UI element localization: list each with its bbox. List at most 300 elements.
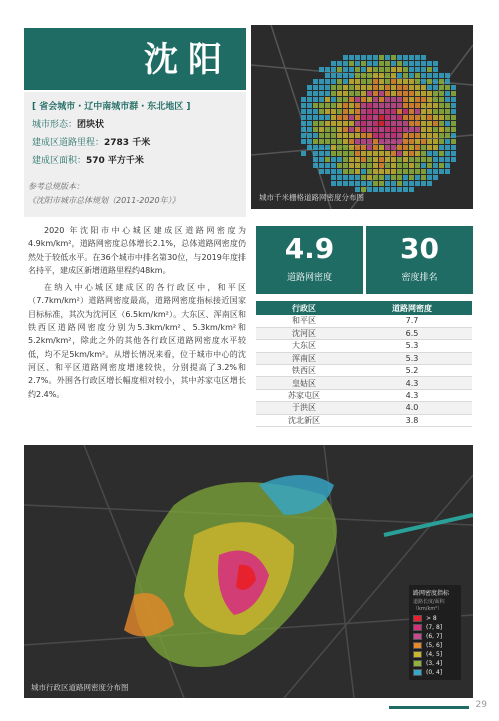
grid-cell: [367, 151, 372, 156]
grid-cell: [337, 109, 342, 114]
grid-cell: [373, 79, 378, 84]
grid-cell: [379, 181, 384, 186]
grid-cell: [427, 181, 432, 186]
grid-cell: [403, 103, 408, 108]
grid-cell: [433, 79, 438, 84]
grid-cell: [373, 145, 378, 150]
district-name: 铁西区: [256, 365, 352, 377]
grid-cell: [391, 151, 396, 156]
grid-cell: [421, 163, 426, 168]
grid-cell: [445, 73, 450, 78]
legend-item: [413, 668, 457, 677]
grid-cell: [445, 169, 450, 174]
grid-cell: [433, 73, 438, 78]
grid-cell: [373, 151, 378, 156]
grid-cell: [301, 115, 306, 120]
grid-cell: [433, 115, 438, 120]
district-density: 4.3: [352, 377, 472, 389]
grid-cell: [319, 121, 324, 126]
grid-cell: [433, 145, 438, 150]
grid-cell: [331, 163, 336, 168]
grid-cell: [385, 85, 390, 90]
grid-cell: [415, 67, 420, 72]
grid-cell: [421, 157, 426, 162]
grid-cell: [337, 79, 342, 84]
road-value: 2783 千米: [104, 138, 151, 148]
table-row: [256, 365, 472, 377]
grid-cell: [325, 103, 330, 108]
grid-cell: [403, 181, 408, 186]
grid-cell: [313, 127, 318, 132]
grid-cell: [379, 61, 384, 66]
grid-cell: [373, 139, 378, 144]
grid-cell: [379, 91, 384, 96]
form-value: 团块状: [77, 120, 105, 130]
kpi-density-label: 道路网密度: [286, 273, 332, 283]
grid-cell: [331, 103, 336, 108]
grid-cell: [301, 121, 306, 126]
grid-cell: [421, 85, 426, 90]
grid-cell: [415, 115, 420, 120]
grid-cell: [349, 139, 354, 144]
grid-cell: [349, 127, 354, 132]
grid-cell: [379, 157, 384, 162]
grid-cell: [403, 151, 408, 156]
grid-cell: [445, 151, 450, 156]
grid-cell: [319, 91, 324, 96]
grid-cell: [451, 157, 456, 162]
legend-label: (6, 7]: [426, 633, 443, 640]
grid-cell: [373, 109, 378, 114]
grid-cell: [343, 133, 348, 138]
grid-cell: [307, 91, 312, 96]
table-row: [256, 414, 472, 426]
grid-cell: [385, 133, 390, 138]
grid-cell: [391, 157, 396, 162]
grid-cell: [367, 91, 372, 96]
grid-cell: [409, 109, 414, 114]
grid-cell: [385, 127, 390, 132]
grid-cell: [361, 169, 366, 174]
grid-cell: [319, 67, 324, 72]
grid-cell: [331, 157, 336, 162]
grid-cell: [415, 175, 420, 180]
grid-cell: [433, 109, 438, 114]
grid-cell: [391, 109, 396, 114]
grid-cell: [379, 79, 384, 84]
grid-cell: [439, 97, 444, 102]
grid-cell: [403, 121, 408, 126]
grid-cell: [451, 139, 456, 144]
grid-cell: [421, 61, 426, 66]
grid-cell: [451, 97, 456, 102]
grid-cell: [325, 127, 330, 132]
grid-cell: [355, 121, 360, 126]
grid-cell: [331, 145, 336, 150]
grid-cell: [451, 133, 456, 138]
district-density: 4.0: [352, 402, 472, 414]
grid-cell: [349, 67, 354, 72]
grid-cell: [361, 67, 366, 72]
grid-cell: [367, 97, 372, 102]
grid-cell: [427, 109, 432, 114]
grid-cell: [319, 79, 324, 84]
grid-cell: [367, 79, 372, 84]
grid-cell: [445, 127, 450, 132]
grid-cell: [427, 67, 432, 72]
grid-cell: [415, 61, 420, 66]
grid-cell: [325, 139, 330, 144]
grid-cell: [385, 151, 390, 156]
grid-cell: [361, 175, 366, 180]
grid-cell: [343, 73, 348, 78]
grid-cell: [337, 133, 342, 138]
grid-cell: [325, 133, 330, 138]
grid-cell: [331, 115, 336, 120]
page-bar: [389, 706, 469, 709]
grid-cell: [403, 175, 408, 180]
table-row: [256, 327, 472, 339]
grid-cell: [355, 67, 360, 72]
grid-cell: [409, 139, 414, 144]
grid-cell: [343, 139, 348, 144]
grid-cell: [331, 97, 336, 102]
table-row: [256, 315, 472, 327]
grid-cell: [343, 157, 348, 162]
grid-cell: [427, 121, 432, 126]
grid-cell: [451, 127, 456, 132]
grid-cell: [331, 67, 336, 72]
grid-cell: [385, 139, 390, 144]
grid-cell: [403, 67, 408, 72]
grid-cell: [355, 181, 360, 186]
grid-cell: [343, 175, 348, 180]
grid-cell: [427, 145, 432, 150]
grid-cell: [361, 109, 366, 114]
grid-cell: [403, 169, 408, 174]
grid-cell: [415, 169, 420, 174]
grid-cell: [439, 169, 444, 174]
grid-cell: [337, 175, 342, 180]
grid-cell: [337, 61, 342, 66]
grid-cell: [313, 109, 318, 114]
grid-cell: [391, 79, 396, 84]
grid-cell: [397, 181, 402, 186]
title-block: [24, 28, 246, 90]
grid-cell: [397, 139, 402, 144]
grid-cell: [355, 73, 360, 78]
grid-cell: [313, 91, 318, 96]
grid-cell: [421, 121, 426, 126]
grid-cell: [349, 73, 354, 78]
grid-cell: [385, 91, 390, 96]
grid-cell: [313, 157, 318, 162]
grid-cell: [319, 103, 324, 108]
grid-cell: [379, 127, 384, 132]
grid-cell: [373, 73, 378, 78]
grid-cell: [343, 151, 348, 156]
grid-cell: [325, 145, 330, 150]
grid-cell: [379, 169, 384, 174]
district-density: 5.2: [352, 365, 472, 377]
grid-cell: [367, 133, 372, 138]
grid-cell: [403, 157, 408, 162]
grid-cell: [331, 109, 336, 114]
grid-cell: [379, 139, 384, 144]
grid-cell: [349, 163, 354, 168]
grid-cell: [391, 97, 396, 102]
grid-cell: [379, 55, 384, 60]
legend-subtitle: 道路长度/面积（km/km²）: [413, 599, 445, 612]
grid-cell: [391, 127, 396, 132]
grid-cell: [409, 181, 414, 186]
grid-cell: [337, 115, 342, 120]
grid-cell: [439, 151, 444, 156]
grid-cell: [343, 181, 348, 186]
grid-cell: [337, 181, 342, 186]
grid-cell: [349, 157, 354, 162]
grid-cell: [373, 187, 378, 192]
grid-cell: [343, 85, 348, 90]
grid-cell: [433, 67, 438, 72]
grid-cell: [421, 169, 426, 174]
district-map-caption: 城市行政区道路网密度分布图: [31, 683, 129, 692]
grid-cell: [373, 121, 378, 126]
grid-cell: [427, 91, 432, 96]
grid-cell: [373, 163, 378, 168]
grid-cell: [403, 55, 408, 60]
grid-cell: [391, 103, 396, 108]
grid-cell: [427, 61, 432, 66]
grid-cell: [427, 163, 432, 168]
kpi-rank-label: 密度排名: [401, 273, 438, 283]
grid-cell: [373, 61, 378, 66]
grid-cell: [403, 139, 408, 144]
grid-cell: [367, 187, 372, 192]
grid-cell: [451, 91, 456, 96]
grid-cell: [331, 79, 336, 84]
grid-cell: [349, 91, 354, 96]
grid-cell: [385, 55, 390, 60]
grid-cell: [391, 169, 396, 174]
grid-cell: [403, 163, 408, 168]
grid-cell: [355, 145, 360, 150]
grid-cell: [355, 115, 360, 120]
grid-cell: [379, 73, 384, 78]
grid-cell: [349, 169, 354, 174]
grid-cell: [439, 133, 444, 138]
grid-cell: [397, 157, 402, 162]
grid-cell: [403, 109, 408, 114]
grid-cell: [319, 145, 324, 150]
grid-cell: [325, 97, 330, 102]
grid-cell: [373, 181, 378, 186]
grid-cell: [397, 145, 402, 150]
legend-label: (3, 4]: [426, 660, 443, 667]
grid-cell: [427, 151, 432, 156]
grid-cell: [367, 61, 372, 66]
grid-cell: [409, 121, 414, 126]
grid-cell: [385, 115, 390, 120]
grid-cell: [397, 151, 402, 156]
grid-cell: [421, 133, 426, 138]
grid-cell: [343, 121, 348, 126]
grid-cell: [451, 109, 456, 114]
grid-cell: [445, 97, 450, 102]
grid-cell: [343, 67, 348, 72]
grid-cell: [355, 169, 360, 174]
grid-cell: [319, 97, 324, 102]
grid-cell: [355, 97, 360, 102]
grid-cell: [349, 109, 354, 114]
grid-cell: [397, 163, 402, 168]
grid-cell: [331, 139, 336, 144]
grid-cell: [325, 109, 330, 114]
legend-title: 路网密度指标: [413, 590, 450, 597]
grid-cell: [445, 85, 450, 90]
grid-cell: [349, 103, 354, 108]
district-density-table: [256, 301, 472, 427]
grid-cell: [313, 163, 318, 168]
grid-cell: [415, 151, 420, 156]
legend-label: (5, 6]: [426, 642, 443, 649]
kpi-density-value: 4.9: [284, 232, 335, 265]
grid-cell: [355, 151, 360, 156]
grid-cell: [307, 121, 312, 126]
grid-cell: [415, 73, 420, 78]
grid-cell: [301, 97, 306, 102]
grid-cell: [313, 115, 318, 120]
legend-swatch: [413, 660, 422, 667]
grid-cell: [451, 115, 456, 120]
paragraph: 2020 年沈阳市中心城区建成区道路网密度为 4.9km/km²，道路网密度总体增长2.1%，总体道路网密度仍然处于较低水平。在36个城市中排名第30位，与2019年度排名持平，建成区新增道路里程约48km。: [28, 226, 246, 275]
grid-cell: [391, 67, 396, 72]
district-density: 4.3: [352, 389, 472, 401]
reference-value: 《沈阳市城市总体规划（2011-2020年）》: [28, 196, 180, 205]
grid-cell: [325, 91, 330, 96]
grid-cell: [325, 73, 330, 78]
grid-cell: [331, 61, 336, 66]
grid-cell: [421, 67, 426, 72]
grid-cell: [385, 97, 390, 102]
grid-cell: [313, 145, 318, 150]
grid-cell: [355, 55, 360, 60]
form-row: [32, 116, 238, 134]
grid-cell: [439, 103, 444, 108]
grid-cell: [397, 187, 402, 192]
grid-cell: [439, 127, 444, 132]
grid-cell: [361, 79, 366, 84]
kpi-rank-value: 30: [400, 232, 439, 265]
grid-cell: [313, 133, 318, 138]
grid-cell: [379, 67, 384, 72]
legend-label: (7, 8]: [426, 624, 443, 631]
grid-cell: [427, 115, 432, 120]
grid-cell: [349, 121, 354, 126]
grid-cell: [349, 175, 354, 180]
legend-item: [413, 650, 457, 659]
grid-cell: [391, 163, 396, 168]
grid-cell: [337, 139, 342, 144]
grid-cell: [415, 133, 420, 138]
grid-cell: [433, 127, 438, 132]
grid-cell: [379, 133, 384, 138]
grid-cell: [361, 181, 366, 186]
grid-cell: [415, 109, 420, 114]
grid-cell: [439, 79, 444, 84]
grid-cell: [439, 85, 444, 90]
district-name: 于洪区: [256, 402, 352, 414]
grid-cell: [301, 139, 306, 144]
grid-cell: [361, 133, 366, 138]
grid-cell: [403, 145, 408, 150]
grid-cell: [313, 79, 318, 84]
grid-cell: [325, 85, 330, 90]
grid-cell: [415, 97, 420, 102]
district-density: 6.5: [352, 327, 472, 339]
grid-cell: [421, 145, 426, 150]
grid-cell: [451, 121, 456, 126]
grid-cell: [307, 103, 312, 108]
grid-cell: [445, 109, 450, 114]
grid-cell: [403, 133, 408, 138]
table-row: [256, 377, 472, 389]
grid-cell: [421, 103, 426, 108]
legend-label: > 8: [426, 615, 437, 622]
grid-cell: [361, 73, 366, 78]
grid-cell: [421, 115, 426, 120]
reference-label: 参考总规版本：: [28, 182, 84, 191]
grid-cell: [427, 169, 432, 174]
grid-cell: [337, 163, 342, 168]
grid-cell: [397, 61, 402, 66]
grid-density-map: [251, 25, 473, 209]
grid-cell: [397, 115, 402, 120]
grid-cell: [331, 73, 336, 78]
grid-cell: [433, 97, 438, 102]
grid-cell: [409, 133, 414, 138]
grid-cell: [427, 85, 432, 90]
grid-cell: [325, 157, 330, 162]
grid-cell: [343, 145, 348, 150]
grid-cell: [307, 115, 312, 120]
grid-cell: [373, 55, 378, 60]
grid-cell: [415, 157, 420, 162]
legend-swatch: [413, 633, 422, 640]
grid-cell: [337, 121, 342, 126]
grid-cell: [307, 139, 312, 144]
grid-cell: [385, 187, 390, 192]
grid-cell: [373, 175, 378, 180]
grid-cell: [397, 85, 402, 90]
grid-cell: [433, 175, 438, 180]
grid-cell: [445, 91, 450, 96]
grid-cell: [337, 73, 342, 78]
grid-cell: [409, 73, 414, 78]
grid-cell: [301, 127, 306, 132]
grid-cell: [439, 91, 444, 96]
grid-cell: [409, 61, 414, 66]
grid-cell: [427, 139, 432, 144]
grid-cell: [337, 127, 342, 132]
grid-cell: [385, 103, 390, 108]
grid-cell: [385, 169, 390, 174]
grid-cell: [361, 151, 366, 156]
grid-cell: [373, 103, 378, 108]
grid-cell: [355, 163, 360, 168]
grid-cell: [421, 79, 426, 84]
grid-cell: [367, 169, 372, 174]
